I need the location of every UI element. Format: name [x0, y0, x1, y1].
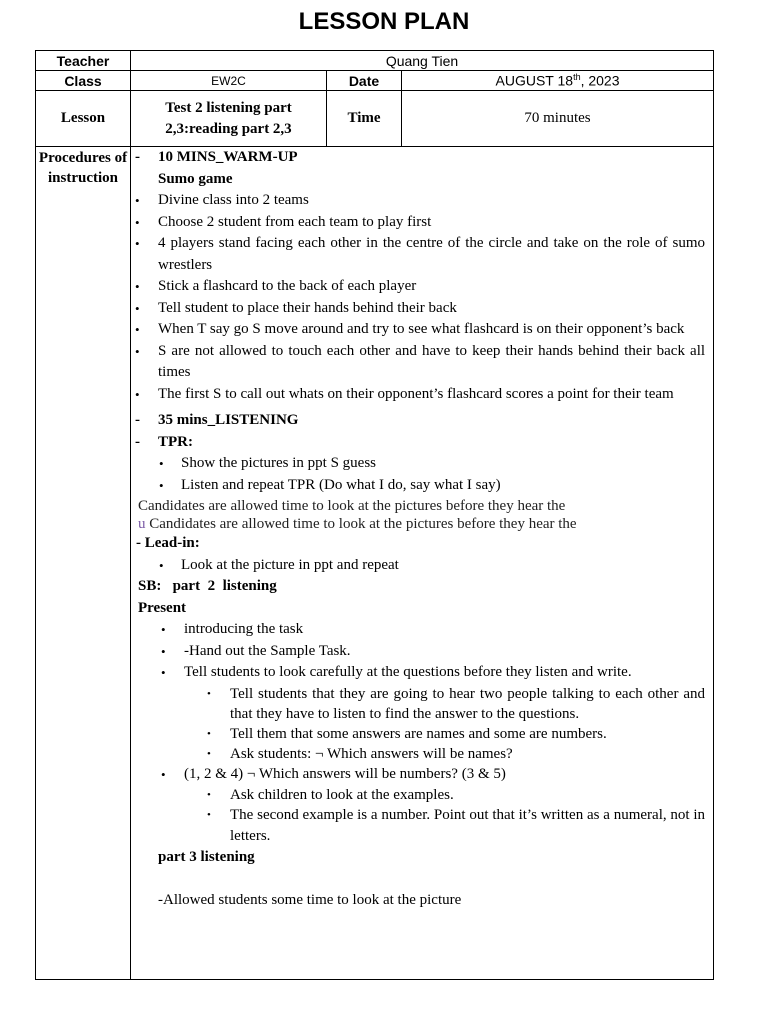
list-item-text: The first S to call out whats on their opponent’s flashcard scores a point for their team [158, 385, 674, 402]
bullet-icon: • [161, 622, 166, 637]
sub-list-item [131, 805, 713, 847]
sub-list-item-text: The second example is a number. Point out that it’s written as a numeral, not in letters. [230, 807, 706, 844]
present-heading: Present [138, 599, 187, 616]
list-item [131, 453, 713, 475]
procedures-row [36, 147, 714, 980]
lesson-value: Test 2 listening part 2,3:reading part 2,3 [131, 91, 327, 147]
bullet-icon: • [135, 386, 140, 402]
list-item-text: (1, 2 & 4) ¬ Which answers will be numbers? (3 & 5) [184, 765, 506, 782]
list-item-text: 4 players stand facing each other in the centre of the circle and take on the role of sumo wrestlers [158, 235, 706, 273]
part3-heading: part 3 listening [158, 849, 255, 865]
date-year: , 2023 [580, 72, 620, 89]
list-item-text: When T say go S move around and try to see what flashcard is on their opponent’s back [158, 321, 685, 337]
blank-line [131, 869, 713, 890]
bullet-icon: • [135, 279, 140, 294]
candidates-text: Candidates are allowed time to look at the pictures before they hear the [149, 516, 577, 532]
list-item [131, 662, 713, 684]
class-label: Class [36, 71, 131, 91]
bullet-icon: • [159, 456, 164, 471]
date-suffix: th [573, 72, 581, 83]
procedures-label: Procedures of instruction [36, 147, 131, 980]
bullet-icon: • [135, 236, 140, 251]
class-value: EW2C [131, 71, 327, 91]
list-item-text: Show the pictures in ppt S guess [181, 455, 376, 471]
sub-list-item [131, 785, 713, 805]
candidates-line [131, 515, 713, 533]
warmup-heading-text: 10 MINS_WARM-UP [158, 149, 298, 165]
date-value [402, 71, 714, 91]
bullet-icon: • [207, 727, 211, 740]
part3-text: -Allowed students some time to look at the picture [158, 891, 462, 908]
candidates-line: Candidates are allowed time to look at the pictures before they hear the [138, 498, 566, 514]
bullet-icon: • [161, 665, 166, 680]
bullet-icon: • [135, 193, 140, 208]
bullet-icon: • [135, 343, 140, 359]
bullet-icon: • [161, 643, 166, 659]
list-item [131, 384, 713, 406]
list-item [131, 233, 713, 276]
list-item [131, 641, 713, 663]
sub-list-item-text: Ask children to look at the examples. [230, 787, 454, 803]
date-label: Date [327, 71, 402, 91]
sub-list-item [131, 684, 713, 724]
dash-marker: - [135, 433, 140, 450]
list-item [131, 190, 713, 212]
list-item [131, 764, 713, 786]
procedures-content [131, 147, 714, 980]
bullet-icon: • [207, 687, 211, 700]
list-item [131, 298, 713, 320]
lesson-plan-table [35, 50, 714, 980]
bullet-icon: • [135, 322, 140, 337]
list-item-text: Listen and repeat TPR (Do what I do, say what I say) [181, 476, 501, 493]
list-item [131, 341, 713, 384]
leadin-heading: - Lead-in: [136, 535, 200, 551]
list-item-text: -Hand out the Sample Task. [184, 642, 351, 659]
list-item-text: Choose 2 student from each team to play first [158, 213, 432, 230]
bullet-icon: • [207, 747, 211, 760]
list-item-text: introducing the task [184, 621, 304, 637]
page-title: LESSON PLAN [298, 8, 470, 35]
list-item-text: Look at the picture in ppt and repeat [181, 556, 399, 573]
list-item [131, 212, 713, 234]
listening-heading [131, 410, 713, 432]
tpr-heading [131, 432, 713, 454]
time-label: Time [327, 91, 402, 147]
bullet-icon: • [207, 789, 211, 801]
teacher-value: Quang Tien [131, 51, 714, 71]
dash-marker: - [135, 149, 140, 165]
procedures-body [131, 147, 713, 911]
bullet-icon: • [135, 214, 140, 230]
warmup-game: Sumo game [158, 170, 233, 187]
teacher-row [36, 51, 714, 71]
bullet-icon: • [161, 766, 166, 782]
list-item [131, 555, 713, 577]
bullet-icon: • [159, 477, 164, 493]
list-item [131, 475, 713, 497]
sub-list-item-text: Tell students that they are going to hear two people talking to each other and that they have to listen to find the answer to the questions. [230, 685, 706, 722]
list-item [131, 276, 713, 298]
lesson-label: Lesson [36, 91, 131, 147]
list-item [131, 319, 713, 341]
listening-heading-text: 35 mins_LISTENING [158, 412, 299, 428]
sub-list-item-text: Ask students: ¬ Which answers will be names? [230, 745, 513, 762]
candidates-marker: u [138, 516, 146, 532]
bullet-icon: • [135, 300, 140, 316]
sub-list-item-text: Tell them that some answers are names and some are numbers. [230, 725, 607, 742]
class-row [36, 71, 714, 91]
teacher-label: Teacher [36, 51, 131, 71]
sb-heading: SB: part 2 listening [138, 578, 277, 594]
warmup-heading [131, 147, 713, 169]
list-item-text: Tell student to place their hands behind their back [158, 299, 457, 316]
date-main: AUGUST 18 [495, 72, 574, 89]
time-value: 70 minutes [402, 91, 714, 147]
lesson-row [36, 91, 714, 147]
sub-list-item [131, 724, 713, 744]
bullet-icon: • [207, 809, 211, 821]
list-item-text: S are not allowed to touch each other and have to keep their hands behind their back all times [158, 342, 706, 380]
sub-list-item [131, 744, 713, 764]
list-item-text: Divine class into 2 teams [158, 192, 309, 208]
list-item-text: Tell students to look carefully at the questions before they listen and write. [184, 664, 632, 680]
bullet-icon: • [159, 557, 164, 573]
tpr-heading-text: TPR: [158, 433, 193, 450]
dash-marker: - [135, 412, 140, 428]
list-item [131, 619, 713, 641]
list-item-text: Stick a flashcard to the back of each player [158, 278, 417, 294]
